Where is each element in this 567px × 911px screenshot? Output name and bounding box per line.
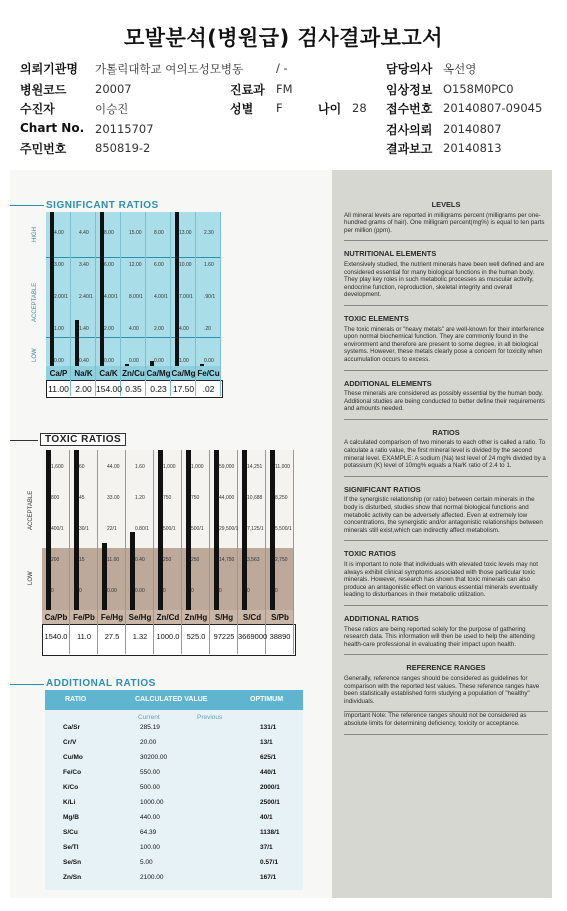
table-row <box>45 754 303 766</box>
ratios-panel <box>10 170 332 898</box>
legend-divider <box>344 605 548 606</box>
ratio-current: 20.00 <box>140 739 157 746</box>
column-name: Na/K <box>74 369 93 378</box>
column-value: 11.00 <box>48 384 69 394</box>
legend-heading: TOXIC RATIOS <box>344 549 396 559</box>
tick-label: 8,250 <box>275 495 288 501</box>
toxic-ratios-heading: TOXIC RATIOS <box>40 433 126 446</box>
tick-label: 0 <box>79 588 82 594</box>
header-calculated: CALCULATED VALUE <box>135 696 208 703</box>
tick-label: 1,000 <box>163 464 176 470</box>
column-divider <box>209 450 210 654</box>
tick-label: 0 <box>51 588 54 594</box>
tick-label: 1,600 <box>51 464 64 470</box>
tick-label: 6.00 <box>154 262 164 268</box>
ratio-optimum: 0.57/1 <box>260 859 279 866</box>
tick-label: .90/1 <box>204 294 216 300</box>
legend-heading: REFERENCE RANGES <box>406 663 486 673</box>
tick-label: 5,500/1 <box>275 526 292 532</box>
legend-paragraph: Important Note: The reference ranges should not be considered as absolute limits for determining deficiency, toxicity or acceptance. <box>344 712 527 727</box>
tick-label: 29,500/1 <box>219 526 239 532</box>
ratio-optimum: 13/1 <box>260 739 273 746</box>
column-name: S/Hg <box>214 613 234 622</box>
legend-paragraph: If the synergistic relationship (or ratio) between certain minerals in the body is disturbed, studies show that normal biological functions and metabolic activity can be adversely affected. Even at extremely low concentrations, the synergistic and/or antagonistic relationships between minerals still exist,which can indirectly affect metabolism. <box>344 496 543 534</box>
ratio-current: 285.19 <box>140 724 160 731</box>
tick-label: 1.60 <box>135 464 145 470</box>
legend-paragraph: All mineral levels are reported in milligrams percent (milligrams per one-hundred grams of hair). One milligram percent(mg%) is equal to ten parts per million (ppm). <box>344 211 545 234</box>
tick-label: 400/1 <box>51 526 64 532</box>
column-name: Fe/Hg <box>100 613 124 622</box>
tick-label: 8.00/1 <box>129 294 143 300</box>
column-value: 0.35 <box>125 384 142 394</box>
table-row <box>45 844 303 856</box>
table-row <box>45 874 303 886</box>
table-row <box>45 724 303 736</box>
tick-label: 8.00 <box>104 230 114 236</box>
ratio-name: K/Co <box>63 784 79 791</box>
ratio-bar <box>130 532 135 610</box>
info-label: 의뢰기관명 <box>20 62 78 76</box>
info-label: 진료과 <box>230 83 265 97</box>
column-name: Se/Hg <box>128 613 152 622</box>
column-value: 1540.0 <box>44 632 68 641</box>
info-value: 옥선영 <box>443 62 477 76</box>
ratio-name: Ca/Sr <box>63 724 80 731</box>
info-value: / - <box>276 61 288 75</box>
column-value: 3669000 <box>238 632 268 641</box>
tick-label: 12.00 <box>129 262 142 268</box>
report-title: 모발분석(병원급) 검사결과보고서 <box>123 26 443 50</box>
heading-rule <box>10 684 44 685</box>
table-row <box>45 739 303 751</box>
ratio-current: 2100.00 <box>140 874 164 881</box>
table-row <box>45 799 303 811</box>
table-row <box>45 784 303 796</box>
tick-label: 2.40/1 <box>79 294 93 300</box>
header-ratio: RATIO <box>65 696 87 703</box>
ratio-name: Se/Sn <box>63 859 82 866</box>
ratio-name: Zn/Sn <box>63 874 82 881</box>
ratio-bar <box>100 212 104 366</box>
heading-rule <box>10 205 44 206</box>
tick-label: 6.00 <box>104 262 114 268</box>
column-divider <box>181 450 182 654</box>
column-value: 27.5 <box>104 632 120 641</box>
legend-paragraph: Generally, reference ranges should be considered as guidelines for comparison with the reported test values. These reference ranges have been statistically established form studying a population of "healthy" individuals. <box>344 674 540 705</box>
tick-label: 0.80/1 <box>135 526 149 532</box>
column-value: 11.0 <box>76 632 92 641</box>
tick-label: 0.00 <box>104 358 114 364</box>
tick-label: .20 <box>204 326 211 332</box>
legend-heading: RATIOS <box>432 427 460 437</box>
legend-divider <box>344 654 548 655</box>
info-label: 주민번호 <box>20 142 67 156</box>
column-divider <box>97 450 98 654</box>
column-name: Fe/Cu <box>197 369 220 378</box>
tick-label: 0 <box>275 588 278 594</box>
tick-label: 0.00 <box>204 358 214 364</box>
tick-label: 0.40 <box>135 557 145 563</box>
zone-label: LOW <box>32 348 38 362</box>
info-value: O158M0PC0 <box>443 82 514 96</box>
ratio-name: Mg/B <box>63 814 79 821</box>
tick-label: 200 <box>51 557 60 563</box>
zone-label: ACCEPTABLE <box>28 490 34 530</box>
header-optimum: OPTIMUM <box>250 696 284 703</box>
info-value: 28 <box>352 101 367 115</box>
tick-label: 33.00 <box>107 495 120 501</box>
legend-divider <box>344 370 548 371</box>
ratio-optimum: 167/1 <box>260 874 277 881</box>
tick-label: 7,125/1 <box>247 526 264 532</box>
tick-label: 2.30 <box>204 230 214 236</box>
tick-label: 1,000 <box>191 464 204 470</box>
ratio-bar <box>150 361 154 366</box>
legend-paragraph: A calculated comparison of two minerals to each other is called a ratio. To calculate a ratio value, the first mineral level is divided by the second mineral level. EXAMPLE: A sodium (Na) test level of 24 mg% divided by a potassium (K) level of 10mg% equals a Na/K ratio of 2.4 to 1. <box>344 439 546 470</box>
tick-label: 0.00 <box>135 588 145 594</box>
tick-label: 1.00 <box>54 326 64 332</box>
tick-label: 0.00 <box>54 358 64 364</box>
ratio-bar <box>158 450 163 610</box>
info-label: 접수번호 <box>386 102 433 116</box>
table-header <box>45 690 303 710</box>
info-label: 성별 <box>230 102 254 116</box>
column-name: Fe/Pb <box>73 613 95 622</box>
info-value: F <box>276 101 283 115</box>
tick-label: 13.00 <box>179 230 192 236</box>
ratio-bar <box>125 364 129 366</box>
legend-heading: ADDITIONAL ELEMENTS <box>344 378 432 388</box>
info-label: 병원코드 <box>20 83 67 97</box>
legend-heading: TOXIC ELEMENTS <box>344 313 409 323</box>
info-label: 수진자 <box>20 102 55 116</box>
legend-heading: LEVELS <box>431 200 461 209</box>
tick-label: 7.00/1 <box>179 294 193 300</box>
tick-label: 45 <box>79 495 85 501</box>
tick-label: 0 <box>219 588 222 594</box>
ratio-bar <box>214 450 219 610</box>
column-divider <box>69 450 70 654</box>
ratio-optimum: 625/1 <box>260 754 277 761</box>
column-name: Zn/Cd <box>156 613 180 622</box>
info-value: 850819-2 <box>95 141 151 155</box>
info-label: Chart No. <box>20 121 85 135</box>
zone-label: LOW <box>28 571 34 585</box>
column-value: 17.50 <box>172 384 195 394</box>
zone-label: HIGH <box>32 227 38 242</box>
ratio-optimum: 131/1 <box>260 724 277 731</box>
tick-label: 30/1 <box>79 526 89 532</box>
legend-paragraph: These minerals are considered as possibly essential by the human body. Additional studies are being conducted to better define their requirements and amounts needed. <box>344 390 545 413</box>
column-divider <box>293 450 294 654</box>
info-value: 20140807-09045 <box>443 101 543 115</box>
legend-divider <box>344 240 548 241</box>
tick-label: 4.00/1 <box>104 294 118 300</box>
ratio-bar <box>186 450 191 610</box>
tick-label: 0 <box>247 588 250 594</box>
ratio-bar <box>242 450 247 610</box>
ratio-current: 100.00 <box>140 844 160 851</box>
tick-label: 10,688 <box>247 495 263 501</box>
column-name: Ca/Mg <box>171 369 196 378</box>
additional-ratios-heading: ADDITIONAL RATIOS <box>46 678 156 689</box>
info-value: 20007 <box>95 82 132 96</box>
column-value: 97225 <box>213 632 235 641</box>
ratio-bar <box>74 450 79 610</box>
column-value: 38890 <box>269 632 291 641</box>
info-value: FM <box>276 82 293 96</box>
column-value: 154.00 <box>96 384 122 394</box>
ratio-bar <box>200 364 204 366</box>
tick-label: 250 <box>191 557 200 563</box>
column-value: 1000.0 <box>156 632 180 641</box>
legend-divider <box>344 419 548 420</box>
column-divider <box>237 450 238 654</box>
column-divider <box>125 450 126 654</box>
legend-paragraph: The toxic minerals or "heavy metals" are well-known for their interference upon normal biochemical function. They are commonly found in the environment and therefore are present to some degree, in all biological systems. However, these metals clearly pose a concern for toxicity when accumulation occurs to excess. <box>344 325 545 363</box>
tick-label: 250 <box>163 557 172 563</box>
column-name: S/Cd <box>242 613 262 622</box>
column-name: Ca/K <box>99 369 118 378</box>
tick-label: 59,000 <box>219 464 235 470</box>
ratio-optimum: 440/1 <box>260 769 277 776</box>
tick-label: 4.00 <box>54 230 64 236</box>
tick-label: 4.40 <box>79 230 89 236</box>
ratio-bar <box>102 543 107 610</box>
info-value: 이승진 <box>95 102 129 116</box>
column-name: Ca/Mg <box>146 369 171 378</box>
tick-label: 0.40 <box>79 358 89 364</box>
info-value: 20140813 <box>443 141 502 155</box>
legend-divider <box>344 540 548 541</box>
ratio-name: K/Li <box>63 799 76 806</box>
tick-label: 14,750 <box>219 557 235 563</box>
info-value: 가톨릭대학교 여의도성모병동 <box>95 62 244 76</box>
table-row <box>45 859 303 871</box>
tick-label: 500/1 <box>163 526 176 532</box>
legend-paragraph: Extensively studied, the nutrient minerals have been well defined and are considered essential for many biological functions in the human body. They play key roles in such metabolic processes as muscular activity, endocrine function, reproduction, skeletal integrity and overall development. <box>344 260 545 299</box>
tick-label: 500/1 <box>191 526 204 532</box>
tick-label: 4.00 <box>179 326 189 332</box>
legend-heading: ADDITIONAL RATIOS <box>344 613 419 623</box>
ratio-current: 5.00 <box>140 859 153 866</box>
ratio-optimum: 2000/1 <box>260 784 280 791</box>
column-name: Ca/Pb <box>44 613 68 622</box>
tick-label: 15 <box>79 557 85 563</box>
tick-label: 15.00 <box>129 230 142 236</box>
legend-heading: SIGNIFICANT RATIOS <box>344 484 421 494</box>
additional-ratios-table <box>45 690 303 890</box>
tick-label: 800 <box>51 495 60 501</box>
tick-label: 4.00 <box>129 326 139 332</box>
ratio-current: 1000.00 <box>140 799 164 806</box>
ratio-optimum: 2500/1 <box>260 799 280 806</box>
legend-panel <box>332 170 552 898</box>
legend-paragraph: These ratios are being reported solely for the purpose of gathering research data. This information will then be used to help the attending health-care professional in evaluating their impact upon health. <box>344 625 535 648</box>
tick-label: 0 <box>191 588 194 594</box>
info-label: 나이 <box>318 102 342 116</box>
tick-label: 14,251 <box>247 464 263 470</box>
column-value: 525.0 <box>186 632 206 641</box>
tick-label: 1.40 <box>79 326 89 332</box>
table-row <box>45 769 303 781</box>
info-value: 20115707 <box>95 122 154 136</box>
ratio-name: Fe/Co <box>63 769 82 776</box>
column-value: 1.32 <box>132 632 148 641</box>
ratio-current: 30200.00 <box>140 754 168 761</box>
column-name: Zn/Cu <box>122 369 145 378</box>
column-value: 0.23 <box>150 384 167 394</box>
ratio-current: 440.00 <box>140 814 160 821</box>
ratio-optimum: 1138/1 <box>260 829 280 836</box>
tick-label: 11.00 <box>107 557 120 563</box>
ratio-optimum: 40/1 <box>260 814 273 821</box>
header-previous: Previous <box>197 714 223 721</box>
ratio-optimum: 37/1 <box>260 844 273 851</box>
legend-divider <box>344 305 548 306</box>
tick-label: 44,000 <box>219 495 235 501</box>
column-name: Ca/P <box>49 369 68 378</box>
tick-label: 4.00/1 <box>154 294 168 300</box>
tick-label: 2.00/1 <box>54 294 68 300</box>
tick-label: 750 <box>191 495 200 501</box>
legend-text <box>344 192 548 735</box>
column-name: S/Pb <box>271 613 289 622</box>
tick-label: 1.20 <box>135 495 145 501</box>
info-label: 임상정보 <box>386 83 433 97</box>
tick-label: 0.00 <box>129 358 139 364</box>
ratio-bar <box>50 212 54 366</box>
tick-label: 3.00 <box>54 262 64 268</box>
ratio-name: Cr/V <box>63 739 77 746</box>
ratio-current: 500.00 <box>140 784 160 791</box>
legend-paragraph: It is important to note that individuals with elevated toxic levels may not always exhibit clinical symptoms associated with those particular toxic minerals. However, research has shown that toxic minerals can also produce an antagonistic effect on various essential minerals eventually leading to disturbances in their metabolic utilization. <box>344 561 538 599</box>
tick-label: 1.60 <box>204 262 214 268</box>
tick-label: 22/1 <box>107 526 117 532</box>
ratio-bar <box>46 450 51 610</box>
ratio-current: 64.39 <box>140 829 157 836</box>
ratio-bar <box>75 320 79 366</box>
tick-label: 2.00 <box>154 326 164 332</box>
tick-label: 60 <box>79 464 85 470</box>
tick-label: 750 <box>163 495 172 501</box>
legend-divider <box>344 734 548 735</box>
significant-ratios-heading: SIGNIFICANT RATIOS <box>46 200 159 211</box>
ratio-name: Se/Tl <box>63 844 79 851</box>
ratio-bar <box>270 450 275 610</box>
table-row <box>45 829 303 841</box>
ratio-name: Cu/Mo <box>63 754 83 761</box>
tick-label: 10.00 <box>179 262 192 268</box>
tick-label: 2,750 <box>275 557 288 563</box>
tick-label: 1.00 <box>179 358 189 364</box>
column-name: Zn/Hg <box>184 613 208 622</box>
info-label: 담당의사 <box>386 62 433 76</box>
ratio-name: S/Cu <box>63 829 78 836</box>
tick-label: 11,000 <box>275 464 290 470</box>
column-divider <box>153 450 154 654</box>
column-divider <box>265 450 266 654</box>
tick-label: 0.00 <box>154 358 164 364</box>
info-label: 검사의뢰 <box>386 123 433 137</box>
tick-label: 3,563 <box>247 557 260 563</box>
tick-label: 0.00 <box>107 588 117 594</box>
tick-label: 0 <box>163 588 166 594</box>
ratio-bar <box>175 212 179 366</box>
legend-heading: NUTRITIONAL ELEMENTS <box>344 249 437 259</box>
tick-label: 8.00 <box>154 230 164 236</box>
legend-divider <box>344 476 548 477</box>
table-row <box>45 814 303 826</box>
info-value: 20140807 <box>443 122 502 136</box>
heading-rule <box>10 440 38 441</box>
tick-label: 3.40 <box>79 262 89 268</box>
info-label: 결과보고 <box>386 142 433 156</box>
column-value: 2.00 <box>75 384 92 394</box>
column-value: .02 <box>202 384 215 394</box>
tick-label: 2.00 <box>104 326 114 332</box>
header-current: Current <box>138 714 160 721</box>
zone-label: ACCEPTABLE <box>32 282 38 322</box>
tick-label: 44.00 <box>107 464 120 470</box>
ratio-current: 550.00 <box>140 769 160 776</box>
scanned-report <box>10 170 552 898</box>
